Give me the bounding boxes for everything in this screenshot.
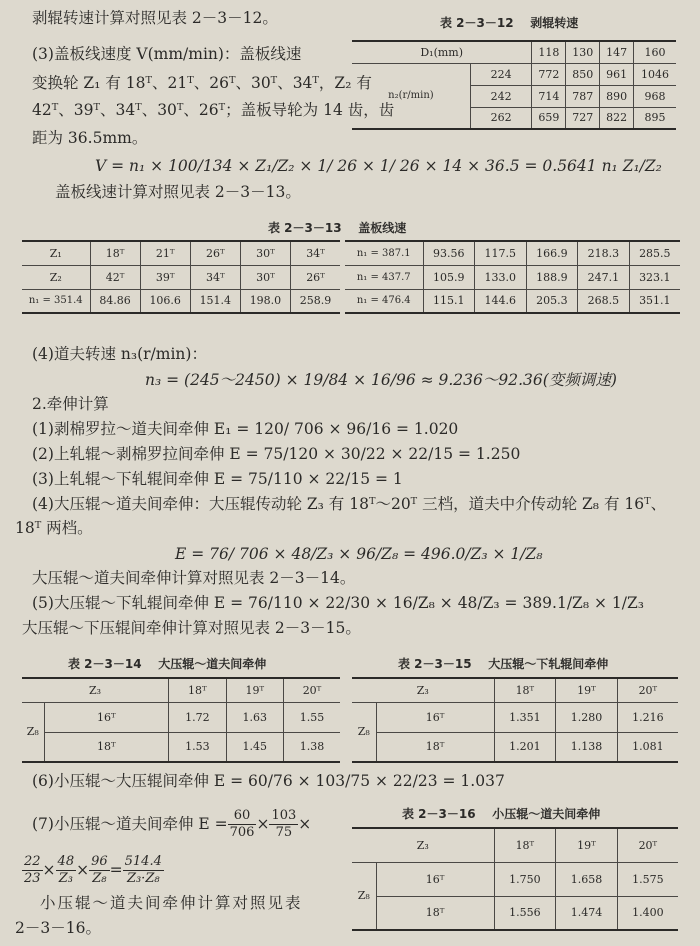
fraction xyxy=(123,854,164,887)
table-cell: 268.5 xyxy=(578,289,630,313)
table-cell: 714 xyxy=(532,85,566,107)
table-cell: 84.86 xyxy=(90,289,140,313)
header-z1: Z₁ xyxy=(22,241,90,265)
times-sign: × xyxy=(298,815,312,833)
numerator: 22 xyxy=(24,853,41,869)
table-cell: 1.474 xyxy=(556,896,618,930)
times-sign: × xyxy=(256,815,270,833)
table-cell: 20ᵀ xyxy=(617,828,678,862)
equation-7-label: (7)小压辊～道夫间牵伸 E = xyxy=(32,815,228,833)
fraction xyxy=(22,854,43,887)
formula-e: E = 76/ 706 × 48/Z₃ × 96/Z₈ = 496.0/Z₃ × 1/Z₈ xyxy=(175,545,543,563)
equation-7 xyxy=(32,804,311,844)
table-cell: 1.63 xyxy=(226,702,283,732)
table-cell: 1.658 xyxy=(556,862,618,896)
table-cell: 18ᵀ xyxy=(376,896,494,930)
header-z8: Z₈ xyxy=(22,702,44,762)
table-cell: 1.400 xyxy=(617,896,678,930)
table-caption: 表 2－3－13 盖板线速 xyxy=(268,221,407,235)
table-cell: 659 xyxy=(532,107,566,129)
text-line: 小压辊～道夫间牵伸计算对照见表 xyxy=(40,894,303,912)
text-line: (3)上轧辊～下轧辊间牵伸 E = 75/110 × 22/15 = 1 xyxy=(32,470,403,488)
table-cell: 160 xyxy=(634,41,676,63)
denominator: Z₈ xyxy=(92,870,107,886)
text-line: (4)大压辊～道夫间牵伸：大压辊传动轮 Z₃ 有 18ᵀ～20ᵀ 三档，道夫中介传动轮 Z₈ 有 16ᵀ、 xyxy=(32,495,667,513)
times-sign: × xyxy=(42,861,56,879)
table-caption: 表 2－3－14 大压辊～道夫间牵伸 xyxy=(68,657,267,671)
table-2-3-12 xyxy=(352,40,676,130)
formula-n3: n₃ = (245～2450) × 19/84 × 16/96 ≈ 9.236～92.36(变频调速) xyxy=(145,371,617,389)
text-line: 变换轮 Z₁ 有 18ᵀ、21ᵀ、26ᵀ、30ᵀ、34ᵀ，Z₂ 有 xyxy=(32,74,372,92)
section-heading: 2.牵伸计算 xyxy=(32,395,109,413)
table-cell: 106.6 xyxy=(140,289,190,313)
numerator: 103 xyxy=(271,807,297,823)
table-cell: 1.351 xyxy=(494,702,556,732)
text-line: 大压辊～道夫间牵伸计算对照见表 2－3－14。 xyxy=(32,569,356,587)
table-cell: 890 xyxy=(600,85,634,107)
table-cell: 166.9 xyxy=(526,241,578,265)
table-cell: 105.9 xyxy=(423,265,475,289)
table-cell: 133.0 xyxy=(475,265,527,289)
table-cell: 19ᵀ xyxy=(556,828,618,862)
table-cell: 850 xyxy=(566,63,600,85)
text-line: 大压辊～下压辊间牵伸计算对照见表 2－3－15。 xyxy=(22,619,361,637)
text-line: (2)上轧辊～剥棉罗拉间牵伸 E = 75/120 × 30/22 × 22/15 = 1.250 xyxy=(32,445,521,463)
table-cell: 1.556 xyxy=(494,896,556,930)
table-cell: 115.1 xyxy=(423,289,475,313)
table-cell: 262 xyxy=(470,107,532,129)
table-cell: 20ᵀ xyxy=(617,678,678,702)
text-line: (3)盖板线速度 V(mm/min)：盖板线速 xyxy=(32,45,302,63)
denominator: 75 xyxy=(275,824,293,840)
table-cell: 117.5 xyxy=(475,241,527,265)
text-line: (4)道夫转速 n₃(r/min)： xyxy=(32,345,207,363)
denominator: Z₃·Z₈ xyxy=(126,870,160,886)
table-cell: 351.1 xyxy=(629,289,680,313)
table-caption: 表 2－3－12 剥辊转速 xyxy=(440,16,579,30)
header-n1: n₁ = 387.1 xyxy=(345,241,423,265)
table-cell: 18ᵀ xyxy=(169,678,226,702)
table-cell: 1.081 xyxy=(617,732,678,762)
table-cell: 34ᵀ xyxy=(291,241,341,265)
table-cell: 16ᵀ xyxy=(44,702,169,732)
table-cell: 258.9 xyxy=(291,289,341,313)
table-caption: 表 2－3－15 大压辊～下轧辊间牵伸 xyxy=(398,657,609,671)
table-cell: 1.280 xyxy=(556,702,618,732)
numerator: 60 xyxy=(228,808,257,825)
table-cell: 93.56 xyxy=(423,241,475,265)
table-cell: 1.138 xyxy=(556,732,618,762)
table-cell: 188.9 xyxy=(526,265,578,289)
table-cell: 1.55 xyxy=(284,702,341,732)
table-cell: 34ᵀ xyxy=(190,265,240,289)
table-cell: 26ᵀ xyxy=(291,265,341,289)
numerator: 514.4 xyxy=(124,853,162,869)
header-n2: n₂(r/min) xyxy=(352,63,470,129)
table-cell: 822 xyxy=(600,107,634,129)
table-caption: 表 2－3－16 小压辊～道夫间牵伸 xyxy=(402,807,601,821)
header-z3: Z₃ xyxy=(22,678,169,702)
denominator: 23 xyxy=(24,870,41,886)
fraction xyxy=(89,854,110,887)
table-cell: 772 xyxy=(532,63,566,85)
table-cell: 1046 xyxy=(634,63,676,85)
table-cell: 224 xyxy=(470,63,532,85)
table-cell: 1.750 xyxy=(494,862,556,896)
table-cell: 247.1 xyxy=(578,265,630,289)
text-line: (5)大压辊～下轧辊间牵伸 E = 76/110 × 22/30 × 16/Z₈ × 48/Z₃ = 389.1/Z₈ × 1/Z₃ xyxy=(32,594,644,612)
table-2-3-13-right xyxy=(345,240,680,314)
table-cell: 18ᵀ xyxy=(90,241,140,265)
header-n1: n₁ = 351.4 xyxy=(22,289,90,313)
table-cell: 147 xyxy=(600,41,634,63)
text-line: 距为 36.5mm。 xyxy=(32,129,148,147)
header-z2: Z₂ xyxy=(22,265,90,289)
equation-7-cont xyxy=(22,850,164,890)
table-2-3-13-left xyxy=(22,240,340,314)
text-line: 42ᵀ、39ᵀ、34ᵀ、30ᵀ、26ᵀ；盖板导轮为 14 齿，齿 xyxy=(32,101,395,119)
table-cell: 1.53 xyxy=(169,732,226,762)
table-cell: 30ᵀ xyxy=(240,241,290,265)
text-line: 18ᵀ 两档。 xyxy=(15,519,93,537)
table-cell: 218.3 xyxy=(578,241,630,265)
fraction xyxy=(56,854,77,887)
times-sign: × xyxy=(76,861,90,879)
denominator: 706 xyxy=(229,824,255,840)
header-n1: n₁ = 476.4 xyxy=(345,289,423,313)
table-cell: 285.5 xyxy=(629,241,680,265)
text-line: (1)剥棉罗拉～道夫间牵伸 E₁ = 120/ 706 × 96/16 = 1.020 xyxy=(32,420,459,438)
table-cell: 151.4 xyxy=(190,289,240,313)
header-z8: Z₈ xyxy=(352,862,376,930)
table-cell: 30ᵀ xyxy=(240,265,290,289)
table-cell: 1.216 xyxy=(617,702,678,732)
table-cell: 19ᵀ xyxy=(556,678,618,702)
fraction xyxy=(228,808,257,841)
table-cell: 198.0 xyxy=(240,289,290,313)
table-2-3-14 xyxy=(22,677,340,763)
table-cell: 18ᵀ xyxy=(376,732,494,762)
table-cell: 323.1 xyxy=(629,265,680,289)
table-cell: 144.6 xyxy=(475,289,527,313)
table-cell: 242 xyxy=(470,85,532,107)
table-cell: 39ᵀ xyxy=(140,265,190,289)
numerator: 96 xyxy=(91,853,108,869)
header-z3: Z₃ xyxy=(352,828,494,862)
table-cell: 1.45 xyxy=(226,732,283,762)
numerator: 48 xyxy=(57,853,75,869)
table-cell: 1.72 xyxy=(169,702,226,732)
table-cell: 968 xyxy=(634,85,676,107)
formula-v: V = n₁ × 100/134 × Z₁/Z₂ × 1/ 26 × 1/ 26 × 14 × 36.5 = 0.5641 n₁ Z₁/Z₂ xyxy=(95,157,662,175)
table-cell: 130 xyxy=(566,41,600,63)
equals-sign: = xyxy=(109,861,123,879)
denominator: Z₃ xyxy=(58,870,73,886)
table-cell: 205.3 xyxy=(526,289,578,313)
table-cell: 118 xyxy=(532,41,566,63)
table-cell: 961 xyxy=(600,63,634,85)
text-line: 剥辊转速计算对照见表 2－3－12。 xyxy=(32,9,278,27)
table-cell: 16ᵀ xyxy=(376,862,494,896)
fraction xyxy=(269,808,298,841)
table-cell: 1.201 xyxy=(494,732,556,762)
table-cell: 895 xyxy=(634,107,676,129)
header-z3: Z₃ xyxy=(352,678,494,702)
header-n1: n₁ = 437.7 xyxy=(345,265,423,289)
table-2-3-15 xyxy=(352,677,678,763)
table-cell: 787 xyxy=(566,85,600,107)
header-d1: D₁(mm) xyxy=(352,41,532,63)
header-z8: Z₈ xyxy=(352,702,376,762)
table-2-3-16 xyxy=(352,827,678,931)
table-cell: 20ᵀ xyxy=(284,678,341,702)
text-line: 2－3－16。 xyxy=(15,919,101,937)
text-line: 盖板线速计算对照见表 2－3－13。 xyxy=(55,183,301,201)
table-cell: 19ᵀ xyxy=(226,678,283,702)
table-cell: 727 xyxy=(566,107,600,129)
table-cell: 18ᵀ xyxy=(44,732,169,762)
table-cell: 1.575 xyxy=(617,862,678,896)
table-cell: 18ᵀ xyxy=(494,828,556,862)
table-cell: 1.38 xyxy=(284,732,341,762)
text-line: (6)小压辊～大压辊间牵伸 E = 60/76 × 103/75 × 22/23 = 1.037 xyxy=(32,772,505,790)
table-cell: 18ᵀ xyxy=(494,678,556,702)
table-cell: 16ᵀ xyxy=(376,702,494,732)
table-cell: 42ᵀ xyxy=(90,265,140,289)
table-cell: 21ᵀ xyxy=(140,241,190,265)
table-cell: 26ᵀ xyxy=(190,241,240,265)
